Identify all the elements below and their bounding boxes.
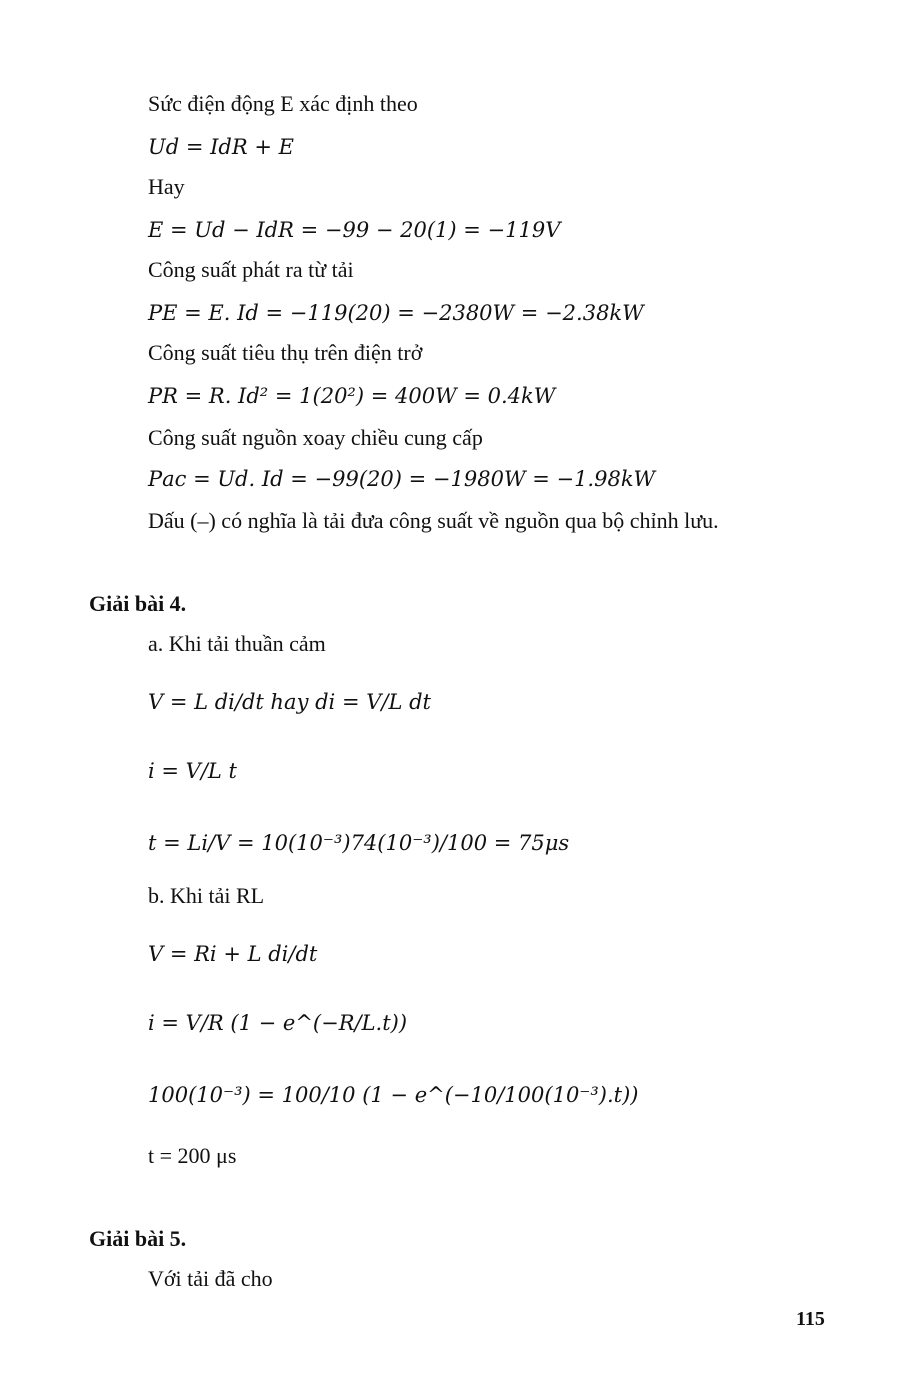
equation-pac: 𝑃𝑎𝑐 = 𝑈𝑑. 𝐼𝑑 = −99(20) = −1980𝑊 = −1.98𝑘𝑊 bbox=[148, 467, 656, 491]
paragraph-emf-intro: Sức điện động E xác định theo bbox=[148, 91, 418, 116]
heading-problem-4: Giải bài 4. bbox=[89, 591, 187, 616]
paragraph-resistor-power: Công suất tiêu thụ trên điện trở bbox=[148, 340, 423, 365]
equation-i-rl: 𝑖 = 𝑉/𝑅 (1 − 𝑒^(−𝑅/𝐿.𝑡)) bbox=[148, 1011, 408, 1035]
paragraph-problem5-intro: Với tải đã cho bbox=[148, 1266, 273, 1291]
page-number: 115 bbox=[796, 1308, 825, 1330]
paragraph-ac-power: Công suất nguồn xoay chiều cung cấp bbox=[148, 425, 483, 450]
paragraph-load-power: Công suất phát ra từ tải bbox=[148, 257, 354, 282]
equation-pe: 𝑃𝐸 = 𝐸. 𝐼𝑑 = −119(20) = −2380𝑊 = −2.38𝑘𝑊 bbox=[148, 301, 644, 325]
equation-v-inductive: 𝑉 = 𝐿 𝑑𝑖/𝑑𝑡 ℎ𝑎𝑦 𝑑𝑖 = 𝑉/𝐿 𝑑𝑡 bbox=[148, 690, 431, 714]
equation-v-rl: 𝑉 = 𝑅𝑖 + 𝐿 𝑑𝑖/𝑑𝑡 bbox=[148, 942, 318, 966]
paragraph-conclusion: Dấu (–) có nghĩa là tải đưa công suất về nguồn qua bộ chỉnh lưu. bbox=[148, 508, 719, 533]
equation-t-inductive: 𝑡 = 𝐿𝑖/𝑉 = 10(10⁻³)74(10⁻³)/100 = 75𝜇𝑠 bbox=[148, 831, 570, 855]
label-part-b: b. Khi tải RL bbox=[148, 883, 265, 908]
heading-problem-5: Giải bài 5. bbox=[89, 1226, 187, 1251]
equation-e: 𝐸 = 𝑈𝑑 − 𝐼𝑑𝑅 = −99 − 20(1) = −119𝑉 bbox=[148, 218, 561, 242]
equation-numeric: 100(10⁻³) = 100/10 (1 − 𝑒^(−10/100(10⁻³).𝑡)) bbox=[148, 1083, 639, 1107]
paragraph-hay: Hay bbox=[148, 174, 185, 199]
equation-pr: 𝑃𝑅 = 𝑅. 𝐼𝑑² = 1(20²) = 400𝑊 = 0.4𝑘𝑊 bbox=[148, 384, 556, 408]
paragraph-result: t = 200 μs bbox=[148, 1143, 237, 1168]
equation-i-inductive: 𝑖 = 𝑉/𝐿 𝑡 bbox=[148, 759, 237, 783]
equation-ud: 𝑈𝑑 = 𝐼𝑑𝑅 + 𝐸 bbox=[148, 135, 294, 159]
label-part-a: a. Khi tải thuần cảm bbox=[148, 631, 326, 656]
